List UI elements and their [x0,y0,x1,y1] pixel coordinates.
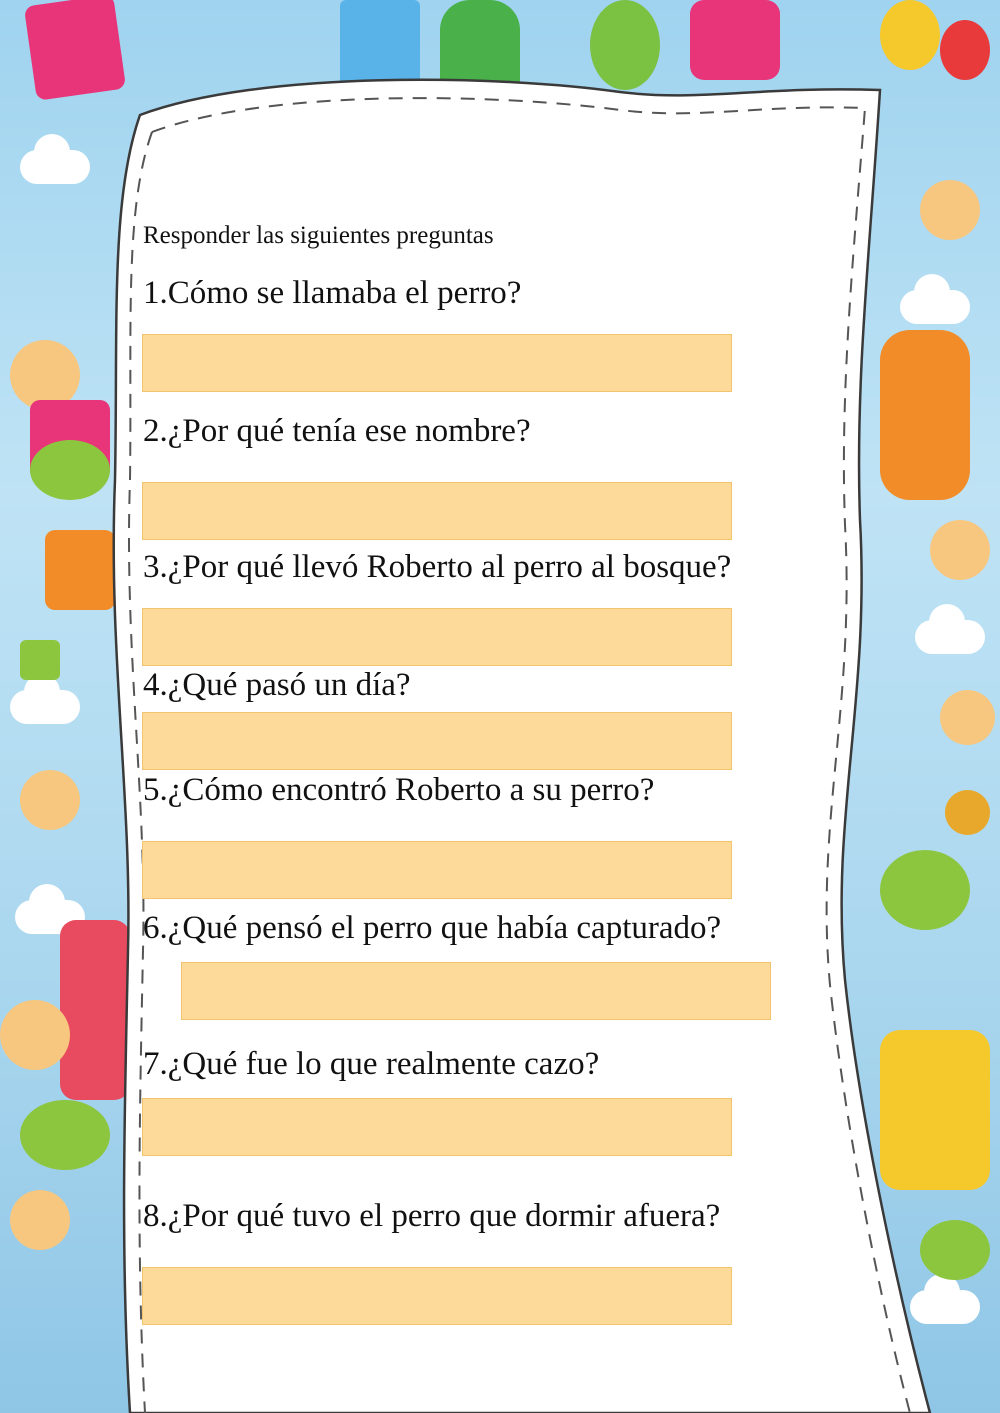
question-number: 5. [143,772,168,808]
question-text: ¿Qué fue lo que realmente cazo? [167,1046,600,1082]
question-1 [143,275,521,312]
question-text: ¿Por qué tuvo el perro que dormir afuera? [167,1198,721,1234]
question-number: 2. [143,413,168,449]
question-6 [143,910,721,947]
answer-field-2[interactable] [142,482,732,540]
question-7 [143,1046,599,1083]
answer-field-8[interactable] [142,1267,732,1325]
question-number: 8. [143,1198,168,1234]
question-number: 7. [143,1046,168,1082]
question-text: ¿Qué pasó un día? [167,667,411,703]
answer-field-7[interactable] [142,1098,732,1156]
answer-field-3[interactable] [142,608,732,666]
question-number: 4. [143,667,168,703]
question-text: ¿Por qué llevó Roberto al perro al bosque? [167,549,732,585]
question-2 [143,413,531,450]
question-text: ¿Por qué tenía ese nombre? [167,413,531,449]
question-number: 3. [143,549,168,585]
question-4 [143,667,411,704]
question-text: Cómo se llamaba el perro? [167,275,522,311]
question-number: 6. [143,910,168,946]
question-number: 1. [143,275,168,311]
question-3 [143,549,731,586]
answer-field-1[interactable] [142,334,732,392]
worksheet-instruction: Responder las siguientes preguntas [143,222,494,249]
question-text: ¿Cómo encontró Roberto a su perro? [167,772,655,808]
answer-field-6[interactable] [181,962,771,1020]
question-text: ¿Qué pensó el perro que había capturado? [167,910,722,946]
answer-field-5[interactable] [142,841,732,899]
question-5 [143,772,654,809]
answer-field-4[interactable] [142,712,732,770]
question-8 [143,1198,720,1235]
